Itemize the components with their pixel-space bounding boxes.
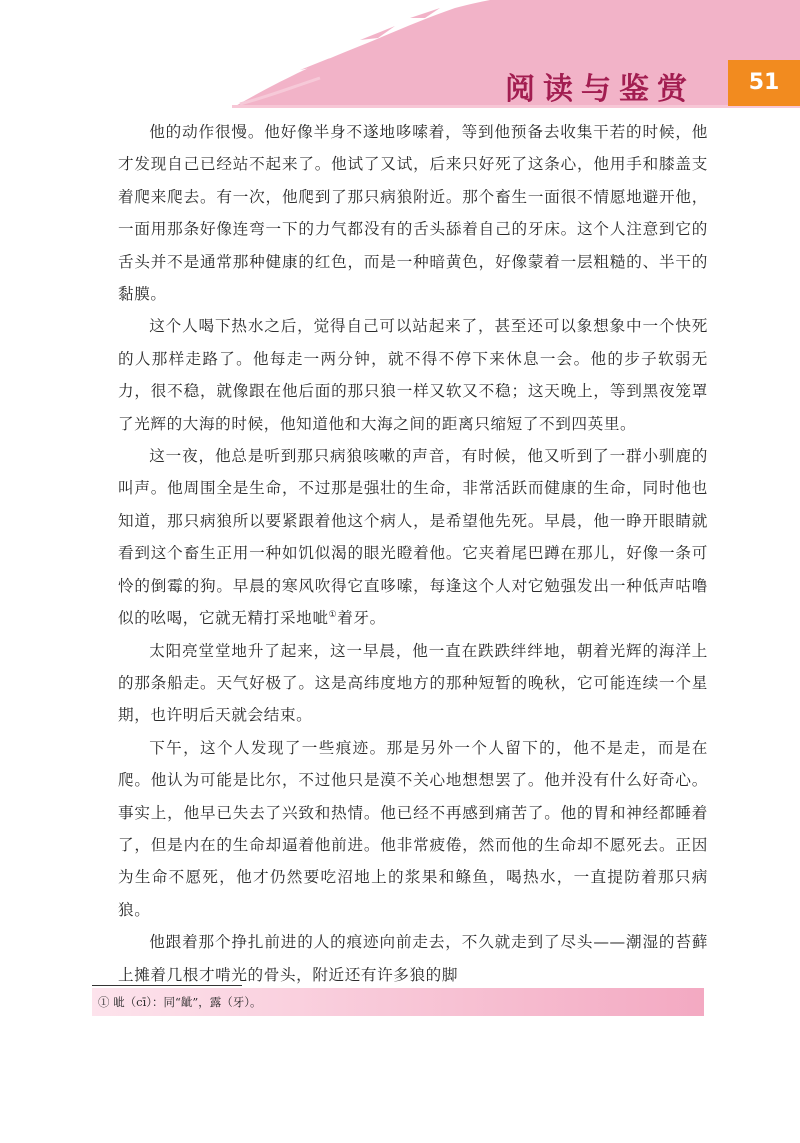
footnote-text: ① 呲（cī）：同“龇”，露（牙）。 [98, 995, 262, 1009]
paragraph-text: 太阳亮堂堂地升了起来，这一早晨，他一直在跌跌绊绊地，朝着光辉的海洋上的那条船走。天气好极了。这是高纬度地方的那种短暂的晚秋，它可能连续一个星期，也许明后天就会结束。 [118, 641, 708, 725]
paragraph-text: 他跟着那个挣扎前进的人的痕迹向前走去，不久就走到了尽头——潮湿的苔藓上摊着几根才啃光的骨头，附近还有许多狼的脚 [118, 933, 708, 984]
page-number: 51 [728, 60, 800, 106]
paragraph [118, 310, 708, 440]
paragraph [118, 116, 708, 310]
footnote-marker: ① [328, 609, 338, 620]
article-body [118, 116, 708, 991]
paragraph-text: 着牙。 [337, 609, 386, 628]
paragraph-text: 他的动作很慢。他好像半身不遂地哆嗦着，等到他预备去收集干若的时候，他才发现自己已经站不起来了。他试了又试，后来只好死了这条心，他用手和膝盖支着爬来爬去。有一次，他爬到了那只病狼附近。那个畜生一面很不情愿地避开他，一面用那条好像连弯一下的力气都没有的舌头舔着自己的牙床。这个人注意到它的舌头并不是通常那种健康的红色，而是一种暗黄色，好像蒙着一层粗糙的、半干的黏膜。 [118, 123, 708, 304]
section-title: 阅读与鉴赏 [505, 72, 695, 107]
footnote-divider [92, 985, 242, 986]
paragraph-text: 下午，这个人发现了一些痕迹。那是另外一个人留下的，他不是走，而是在爬。他认为可能是比尔，不过他只是漠不关心地想想罢了。他并没有什么好奇心。事实上，他早已失去了兴致和热情。他已经不再感到痛苦了。他的胃和神经都睡着了，但是内在的生命却逼着他前进。他非常疲倦，然而他的生命却不愿死去。正因为生命不愿死，他才仍然要吃沼地上的浆果和鲦鱼，喝热水，一直提防着那只病狼。 [118, 738, 708, 919]
paragraph [118, 440, 708, 634]
paragraph-text: 这一夜，他总是听到那只病狼咳嗽的声音，有时候，他又听到了一群小驯鹿的叫声。他周围全是生命，不过那是强壮的生命，非常活跃而健康的生命，同时他也知道，那只病狼所以要紧跟着他这个病人，是希望他先死。早晨，他一睁开眼睛就看到这个畜生正用一种如饥似渴的眼光瞪着他。它夹着尾巴蹲在那儿，好像一条可怜的倒霉的狗。早晨的寒风吹得它直哆嗦，每逢这个人对它勉强发出一种低声咕噜似的吆喝，它就无精打采地呲 [118, 447, 708, 628]
paragraph-text: 这个人喝下热水之后，觉得自己可以站起来了，甚至还可以象想象中一个快死的人那样走路了。他每走一两分钟，就不得不停下来休息一会。他的步子软弱无力，很不稳，就像跟在他后面的那只狼一样又软又不稳；这天晚上，等到黑夜笼罩了光辉的大海的时候，他知道他和大海之间的距离只缩短了不到四英里。 [118, 317, 708, 433]
paragraph [118, 926, 708, 991]
paragraph [118, 635, 708, 732]
paragraph [118, 732, 708, 926]
